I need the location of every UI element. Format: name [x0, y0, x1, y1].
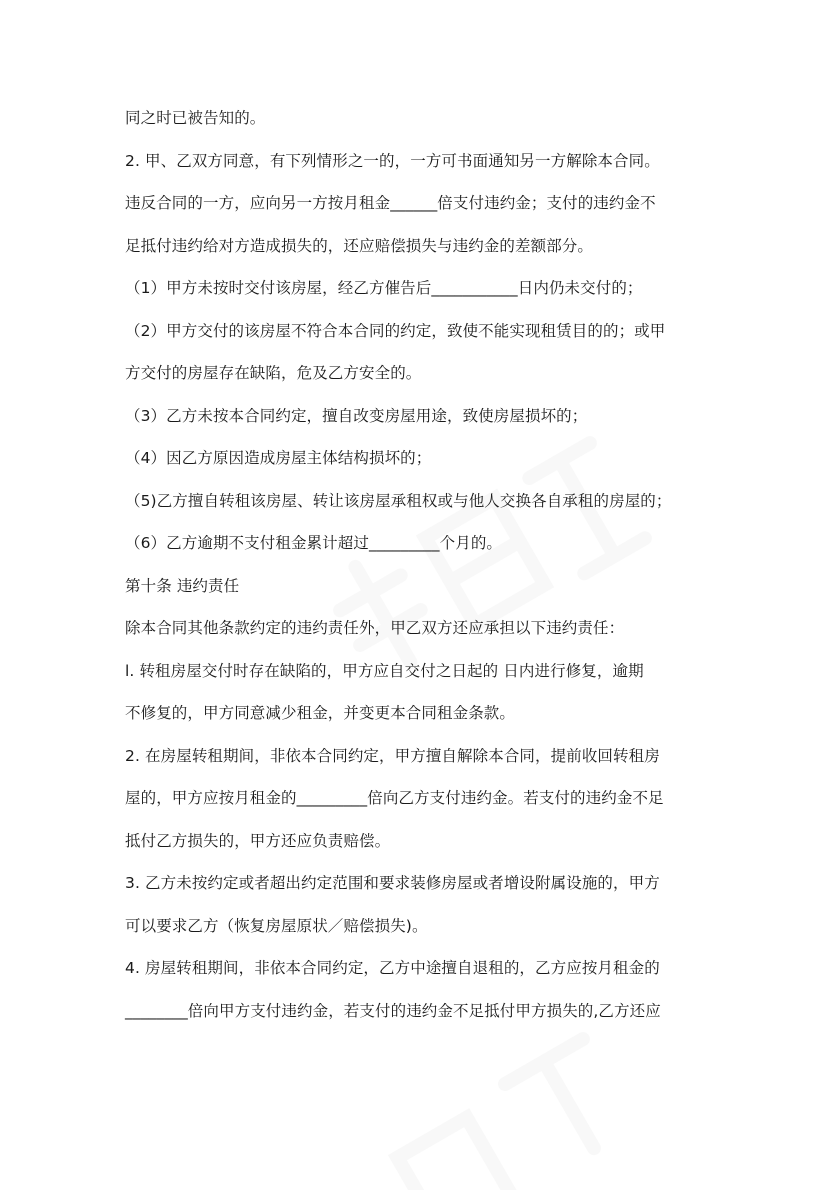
liability-2-line-3: 抵付乙方损失的，甲方还应负责赔偿。 [125, 831, 391, 850]
item-5: （5)乙方擅自转租该房屋、转让该房屋承租权或与他人交换各自承租的房屋的； [125, 491, 672, 510]
item-2-line-2: 方交付的房屋存在缺陷，危及乙方安全的。 [125, 364, 422, 382]
liability-1-line-2: 不修复的，甲方同意减少租金，并变更本合同租金条款。 [125, 704, 516, 722]
liability-3-line-1: 3. 乙方未按约定或者超出约定范围和要求装修房屋或者增设附属设施的，甲方 [125, 874, 660, 892]
item-6: （6）乙方逾期不支付租金累计超过_________个月的。 [125, 534, 503, 552]
item-1: （1）甲方未按时交付该房屋，经乙方催告后___________日内仍未交付的； [125, 279, 643, 297]
liability-2-line-1: 2. 在房屋转租期间，非依本合同约定，甲方擅自解除本合同，提前收回转租房 [125, 746, 660, 765]
clause-2-line-3: 足抵付违约给对方造成损失的，还应赔偿损失与违约金的差额部分。 [125, 236, 594, 255]
liability-2-line-2: 屋的，甲方应按月租金的_________倍向乙方支付违约金。若支付的违约金不足 [125, 789, 664, 807]
liability-4-line-2: ________倍向甲方支付违约金，若支付的违约金不足抵付甲方损失的,乙方还应 [125, 1001, 661, 1020]
section-heading: 第十条 违约责任 [125, 576, 240, 595]
clause-2-line-2: 违反合同的一方，应向另一方按月租金______倍支付违约金；支付的违约金不 [125, 194, 656, 212]
item-3: （3）乙方未按本合同约定，擅自改变房屋用途，致使房屋损坏的； [125, 406, 588, 425]
section-intro: 除本合同其他条款约定的违约责任外，甲乙双方还应承担以下违约责任： [125, 619, 625, 637]
liability-4-line-1: 4. 房屋转租期间，非依本合同约定，乙方中途擅自退租的，乙方应按月租金的 [125, 959, 660, 977]
clause-2-line-1: 2. 甲、乙双方同意，有下列情形之一的，一方可书面通知另一方解除本合同。 [125, 151, 660, 170]
document-body [125, 108, 715, 1021]
text-line: 同之时已被告知的。 [125, 109, 266, 127]
liability-3-line-2: 可以要求乙方（恢复房屋原状／赔偿损失)。 [125, 916, 428, 935]
watermark-graphic-lower [330, 1030, 710, 1190]
liability-1-line-1: l. 转租房屋交付时存在缺陷的，甲方应自交付之日起的 日内进行修复，逾期 [125, 661, 644, 680]
item-4: （4）因乙方原因造成房屋主体结构损坏的； [125, 449, 432, 467]
item-2-line-1: （2）甲方交付的该房屋不符合本合同的约定，致使不能实现租赁目的的；或甲 [125, 321, 666, 340]
